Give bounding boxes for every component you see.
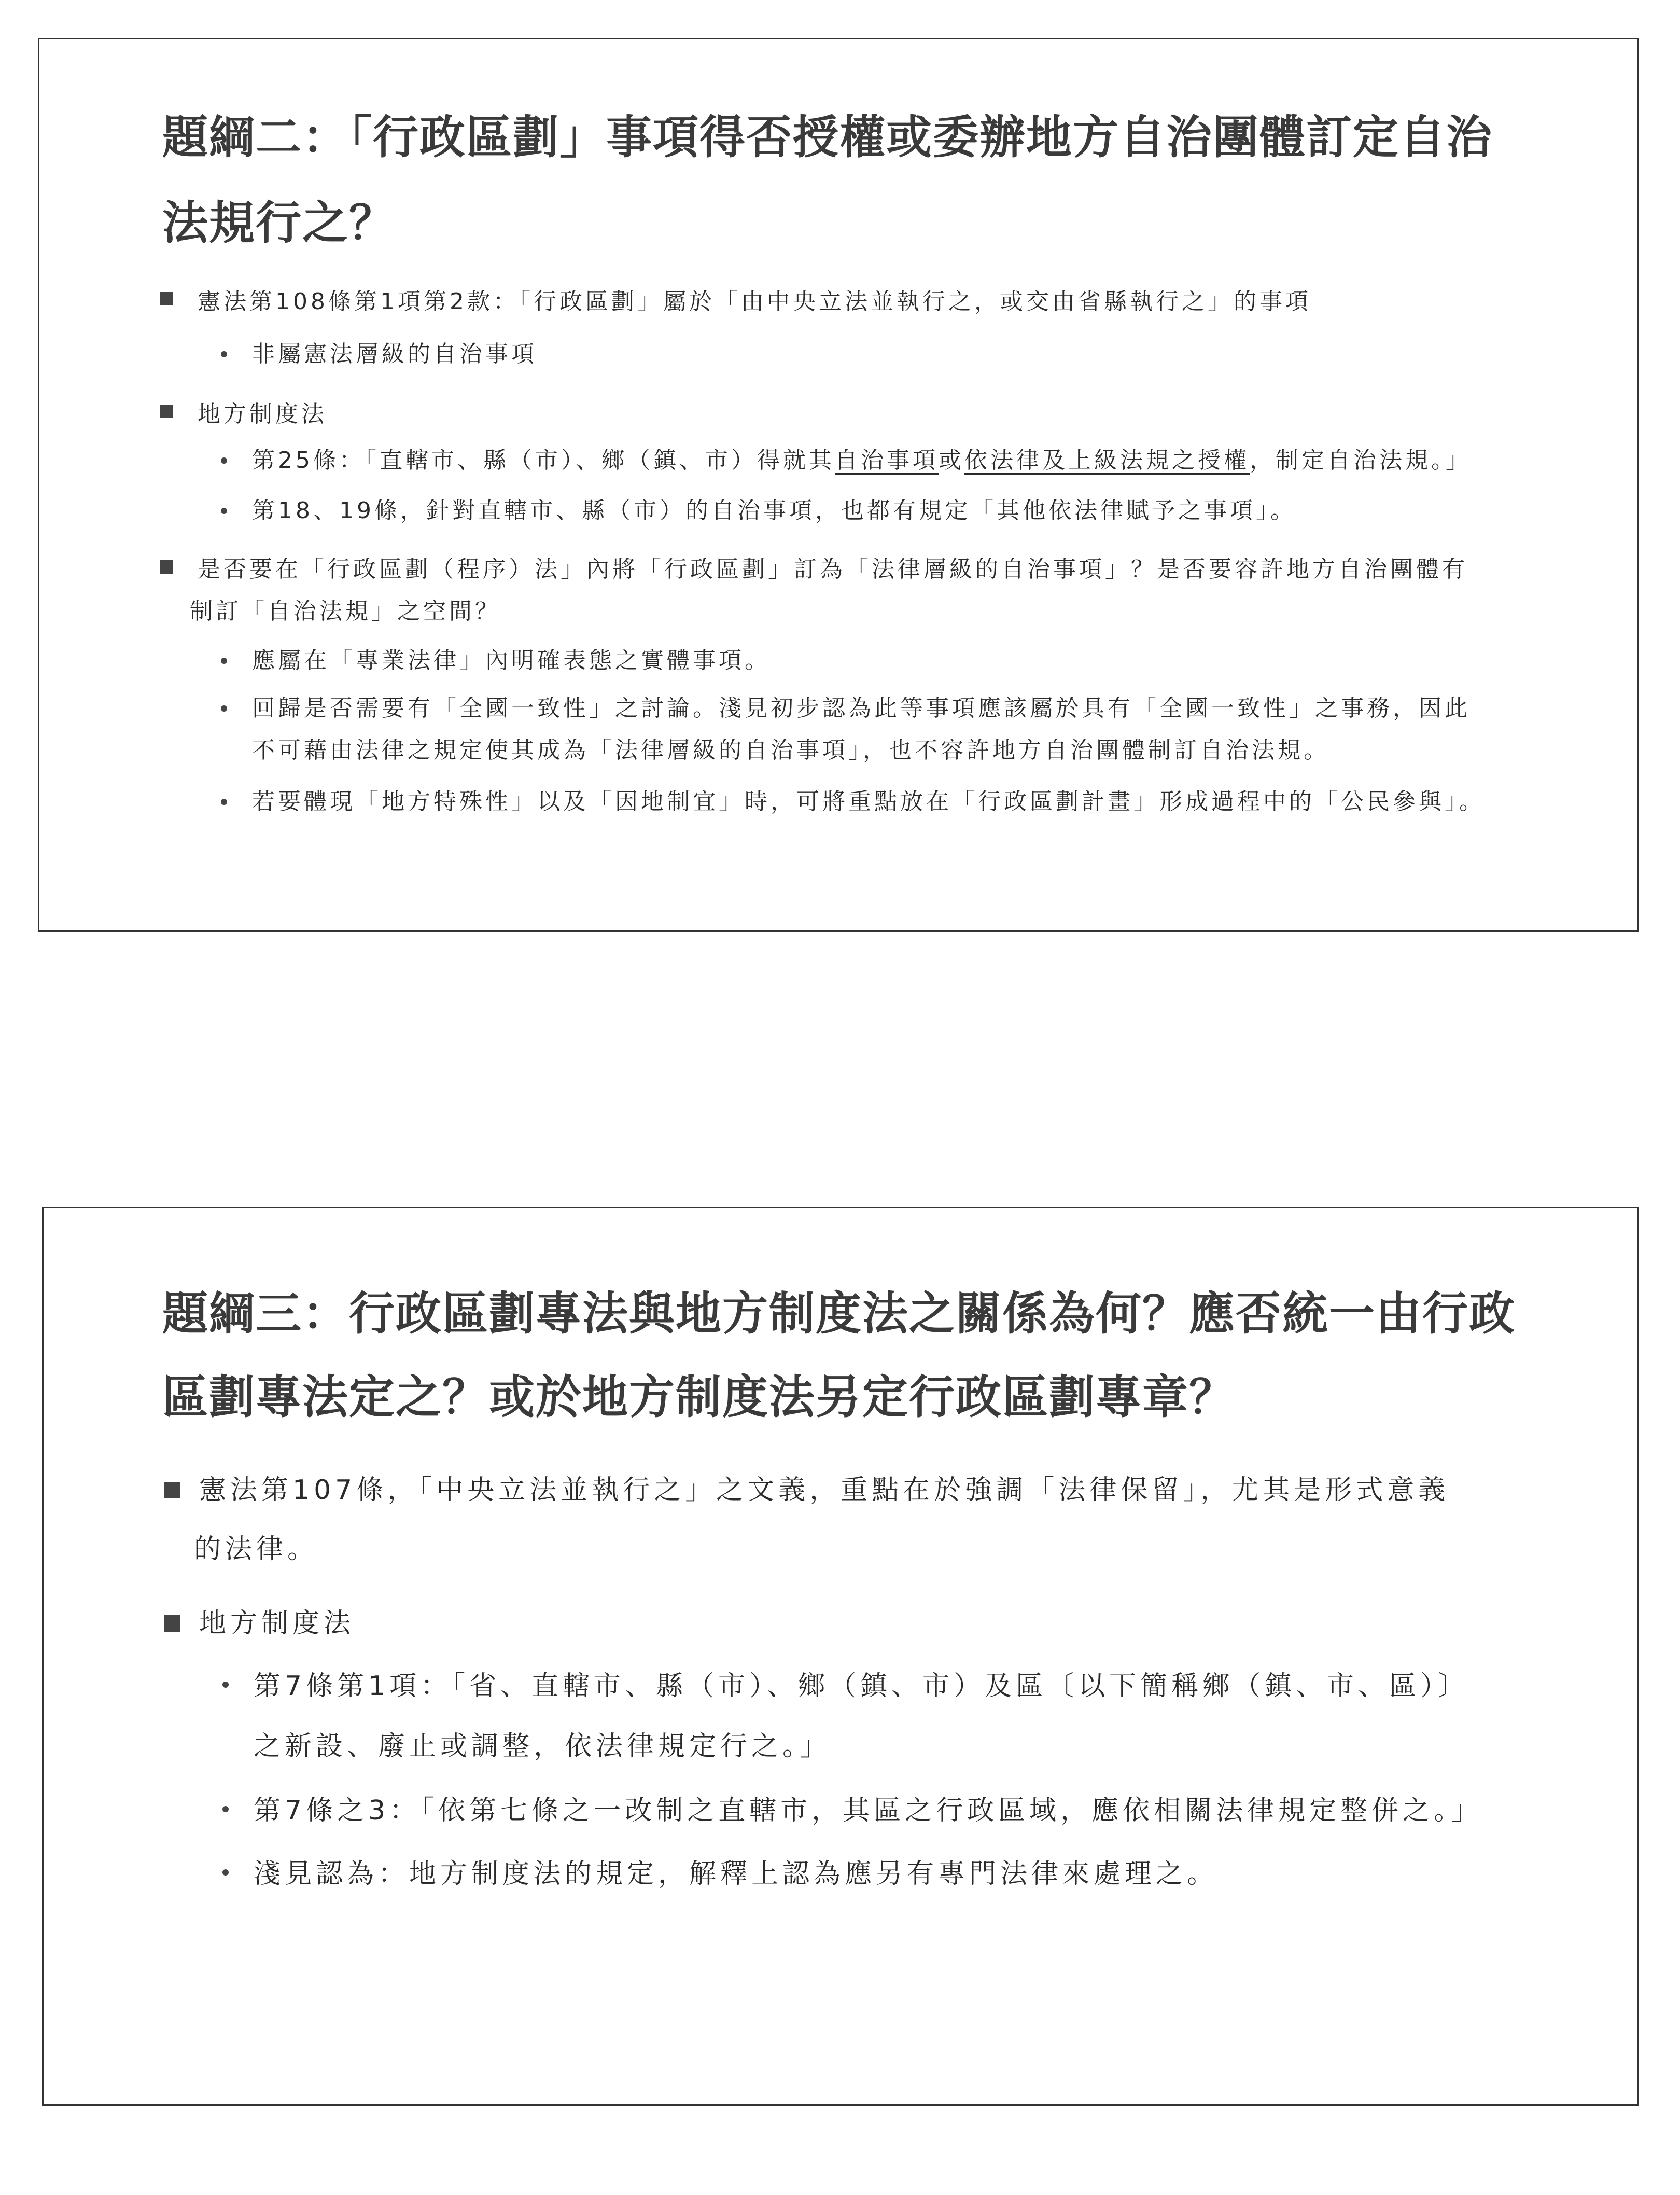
sub-bullet-text: 淺見認為：地方制度法的規定，解釋上認為應另有專門法律來處理之。 [254,1858,1219,1890]
text-segment: 或 [939,447,964,474]
sub-bullet-text: 應屬在「專業法律」內明確表態之實體事項。 [252,647,771,674]
square-bullet-icon [164,1615,180,1632]
sub-bullet-text: 回歸是否需要有「全國一致性」之討論。淺見初步認為此等事項應該屬於具有「全國一致性」之事務，因此 [252,695,1471,721]
dot-bullet-icon [222,1682,229,1688]
dot-bullet-icon [221,351,227,357]
square-bullet-icon [160,292,173,305]
underlined-text: 自治事項 [835,447,939,474]
text-segment: 第25條：「直轄市、縣（市）、鄉（鎮、市）得就其 [252,447,835,474]
slide-title-line2: 區劃專法定之？或於地方制度法另定行政區劃專章？ [162,1371,1236,1423]
underlined-text: 依法律及上級法規之授權 [964,447,1250,474]
square-bullet-icon [164,1482,180,1498]
dot-bullet-icon [222,1869,229,1876]
bullet-text-cont: 制訂「自治法規」之空間？ [190,598,501,624]
slide-title-line1: 題綱三：行政區劃專法與地方制度法之關係為何？應否統一由行政 [162,1288,1516,1339]
sub-bullet-text-cont: 之新設、廢止或調整，依法律規定行之。」 [254,1731,832,1762]
bullet-text: 地方制度法 [199,1608,355,1639]
slide-topic-2 [38,38,1639,932]
sub-bullet-text: 第18、19條，針對直轄市、縣（市）的自治事項，也都有規定「其他依法律賦予之事項」。 [252,497,1296,524]
sub-bullet-text: 第7條之3：「依第七條之一改制之直轄市，其區之行政區域，應依相關法律規定整併之。」 [254,1795,1483,1826]
sub-bullet-text-cont: 不可藉由法律之規定使其成為「法律層級的自治事項」，也不容許地方自治團體制訂自治法規。 [252,737,1329,763]
dot-bullet-icon [221,705,227,712]
square-bullet-icon [160,560,173,574]
sub-bullet-text-article-25 [252,449,1472,472]
bullet-text: 憲法第107條，「中央立法並執行之」之文義，重點在於強調「法律保留」，尤其是形式意義 [199,1475,1450,1506]
sub-bullet-text: 非屬憲法層級的自治事項 [252,341,537,367]
bullet-text: 地方制度法 [198,401,327,427]
bullet-text: 是否要在「行政區劃（程序）法」內將「行政區劃」訂為「法律層級的自治事項」？是否要容許地方自治團體有 [198,556,1468,582]
dot-bullet-icon [221,799,227,805]
bullet-text: 憲法第108條第1項第2款：「行政區劃」屬於「由中央立法並執行之，或交由省縣執行之」的事項 [198,288,1311,315]
sub-bullet-text: 若要體現「地方特殊性」以及「因地制宜」時，可將重點放在「行政區劃計畫」形成過程中的「公民參與」。 [252,788,1485,815]
slide-title-line2: 法規行之？ [162,197,396,248]
bullet-text-cont: 的法律。 [194,1534,319,1565]
text-segment: ，制定自治法規。」 [1250,447,1472,474]
slide-title-line1: 題綱二：「行政區劃」事項得否授權或委辦地方自治團體訂定自治 [162,112,1493,163]
sub-bullet-text: 第7條第1項：「省、直轄市、縣（市）、鄉（鎮、市）及區〔以下簡稱鄉（鎮、市、區）〕 [254,1671,1469,1702]
square-bullet-icon [160,405,173,418]
dot-bullet-icon [221,508,227,514]
dot-bullet-icon [221,457,227,464]
slide-topic-3 [42,1207,1639,2106]
dot-bullet-icon [222,1806,229,1812]
dot-bullet-icon [221,658,227,664]
